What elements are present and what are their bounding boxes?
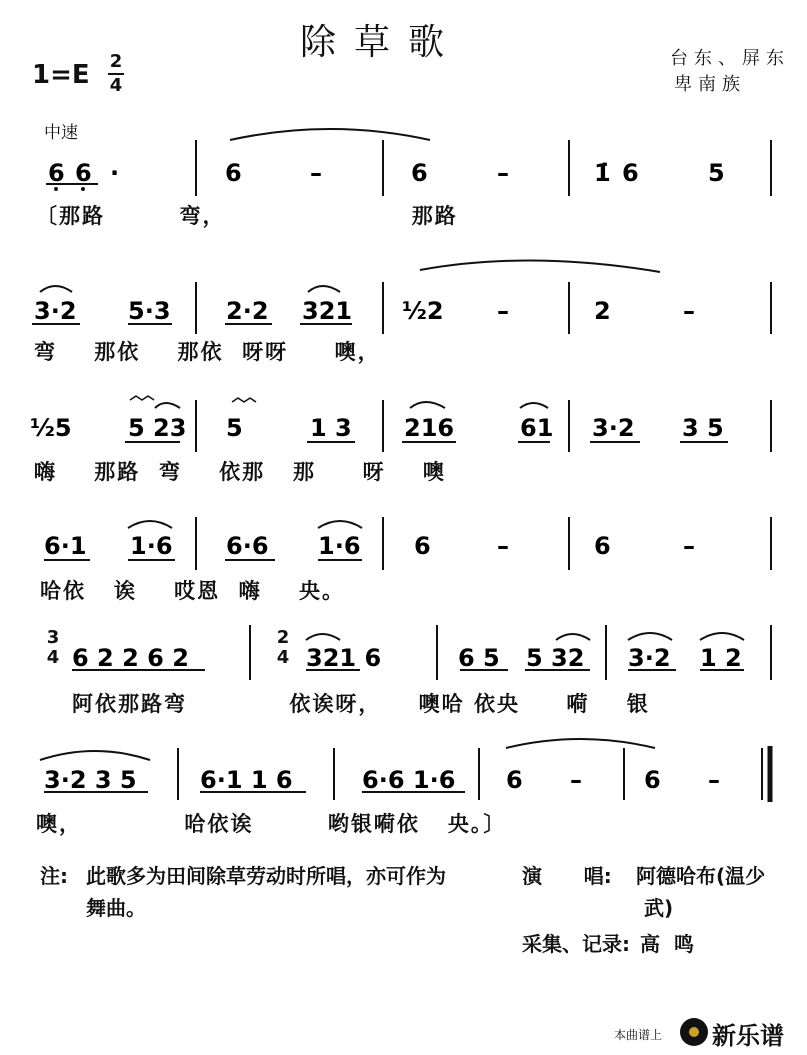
note: 5 <box>226 414 243 442</box>
note: 5·3 <box>128 297 171 325</box>
note: – <box>683 532 695 560</box>
note: 216 <box>404 414 455 442</box>
note: ½5 <box>30 414 72 442</box>
score-row-5 <box>0 640 807 690</box>
time-bottom: 4 <box>109 75 123 96</box>
note: 1·6 <box>130 532 173 560</box>
note: · <box>110 159 120 187</box>
time-top: 2 <box>109 51 123 72</box>
note: 321 <box>302 297 353 325</box>
time-a-top: 3 <box>46 627 60 648</box>
note: 6 <box>594 532 611 560</box>
time-a-bottom: 4 <box>46 647 60 668</box>
note: 6 <box>411 159 428 187</box>
note: 1̇ <box>594 159 611 187</box>
note: 6·6 <box>226 532 269 560</box>
note: 6 <box>225 159 242 187</box>
note: – <box>310 159 322 187</box>
note: 321 6 <box>306 644 382 672</box>
lyrics-row-2: 弯 那依 那依 呀呀 噢， <box>34 340 381 364</box>
time-b-bottom: 4 <box>276 647 290 668</box>
note: 6 5 <box>458 644 500 672</box>
note: 2 <box>594 297 611 325</box>
score-row-1 <box>0 155 807 205</box>
note: 61 <box>520 414 554 442</box>
note: 5 23 <box>128 414 187 442</box>
note: 6 <box>622 159 639 187</box>
key-signature: 1=E <box>32 60 90 90</box>
note: 2·2 <box>226 297 269 325</box>
note-text-line2: 舞曲。 <box>86 896 146 920</box>
note: – <box>497 159 509 187</box>
tempo-marking: 中速 <box>44 123 78 143</box>
lyrics-row-5: 阿依那路弯 依诶呀， 噢哈 依央 嗬 银 <box>72 692 650 716</box>
singer-name-line2: 武) <box>644 896 674 920</box>
collector-name: 高 鸣 <box>640 932 694 956</box>
lyrics-row-6: 噢， 哈依诶 哟银嗬依 央。〕 <box>36 812 507 836</box>
note: 5 32 <box>526 644 585 672</box>
note: 6·6 1·6 <box>362 766 456 794</box>
note: 6·1 1 6 <box>200 766 293 794</box>
note: – <box>708 766 720 794</box>
logo-disc-icon <box>680 1018 708 1046</box>
score-row-4 <box>0 528 807 578</box>
score-row-6 <box>0 762 807 812</box>
note: 6 <box>75 159 92 187</box>
note: 6 <box>506 766 523 794</box>
note: – <box>683 297 695 325</box>
note: – <box>570 766 582 794</box>
note: 6·1 <box>44 532 87 560</box>
origin-line2: 卑南族 <box>674 74 746 95</box>
note: 3 5 <box>682 414 724 442</box>
note: 1 3 <box>310 414 352 442</box>
note: 6 <box>644 766 661 794</box>
note-text-line1: 此歌多为田间除草劳动时所唱，亦可作为 <box>86 864 446 888</box>
note: 6 <box>48 159 65 187</box>
note: 3·2 <box>592 414 635 442</box>
origin-line1: 台东、屏东 <box>670 48 790 69</box>
brand-logo-text: 新乐谱 <box>712 1022 784 1050</box>
note: 3·2 <box>34 297 77 325</box>
note: 6 2 2 6 2 <box>72 644 189 672</box>
note: 1·6 <box>318 532 361 560</box>
source-small-text: 本曲谱上 <box>614 1028 663 1042</box>
lyrics-row-3: 嗨 那路 弯 依那 那 呀 噢 <box>34 460 446 484</box>
time-b-top: 2 <box>276 627 290 648</box>
note: 5 <box>708 159 725 187</box>
note: 3·2 <box>628 644 671 672</box>
note: 3·2 3 5 <box>44 766 137 794</box>
singer-name-line1: 阿德哈布(温少 <box>636 864 766 888</box>
score-row-3 <box>0 410 807 460</box>
song-title: 除草歌 <box>300 22 463 63</box>
note: ½2 <box>402 297 444 325</box>
singer-label: 演 唱: <box>522 864 612 888</box>
note: – <box>497 532 509 560</box>
note: 6 <box>414 532 431 560</box>
note-label: 注: <box>40 864 68 888</box>
lyrics-row-4: 哈依 诶 哎恩 嗨 央。 <box>40 579 346 603</box>
note: 1 2 <box>700 644 742 672</box>
collector-label: 采集、记录: <box>522 932 630 956</box>
lyrics-row-1: 〔那路 弯， 那路 <box>36 204 458 228</box>
note: – <box>497 297 509 325</box>
